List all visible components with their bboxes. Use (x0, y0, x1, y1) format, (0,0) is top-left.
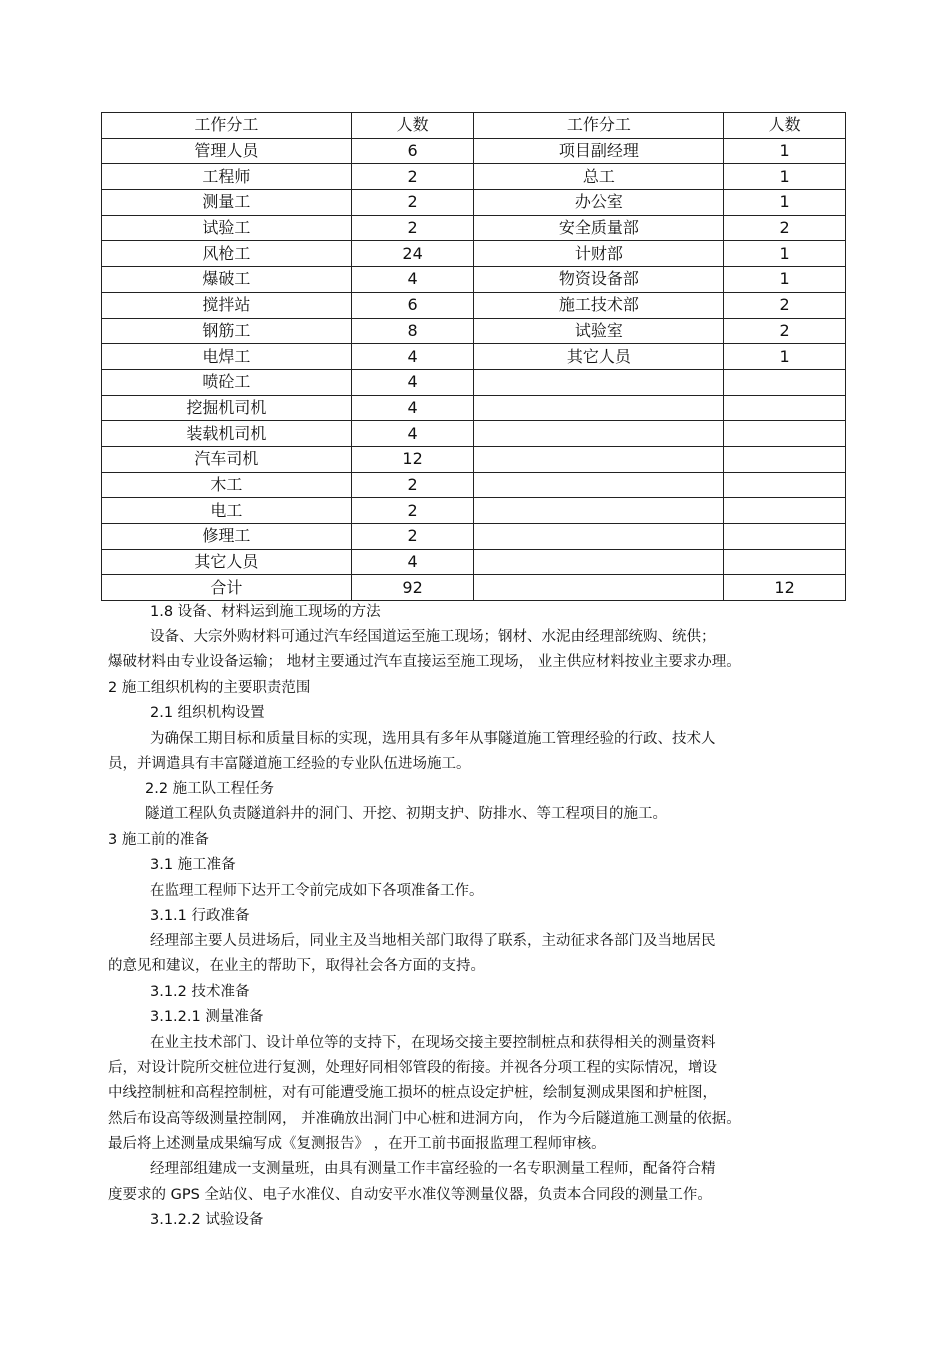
paragraph-line: 隧道工程队负责隧道斜井的洞门、开挖、初期支护、防排水、等工程项目的施工。 (145, 806, 667, 822)
table-cell: 2 (351, 472, 474, 498)
table-cell (474, 524, 724, 550)
table-cell (474, 395, 724, 421)
table-cell: 4 (351, 421, 474, 447)
table-cell: 2 (351, 524, 474, 550)
table-row (102, 395, 846, 421)
table-cell: 电焊工 (102, 344, 352, 370)
table-cell (724, 549, 846, 575)
paragraph-line: 后，对设计院所交桩位进行复测，处理好同相邻管段的衔接。并视各分项工程的实际情况，增设 (108, 1060, 717, 1076)
section-heading: 3.1.2 技术准备 (150, 984, 250, 1000)
table-cell: 1 (724, 241, 846, 267)
table-cell: 12 (724, 575, 846, 601)
table-cell (724, 472, 846, 498)
table-cell: 其它人员 (474, 344, 724, 370)
table-cell: 试验工 (102, 215, 352, 241)
table-cell (724, 498, 846, 524)
paragraph-line: 的意见和建议，在业主的帮助下，取得社会各方面的支持。 (108, 958, 485, 974)
table-cell: 2 (351, 215, 474, 241)
paragraph-line: 然后布设高等级测量控制网， 并准确放出洞门中心桩和进洞方向， 作为今后隧道施工测量的依据。 (108, 1111, 741, 1127)
table-cell: 2 (724, 292, 846, 318)
table-row (102, 421, 846, 447)
table-cell: 4 (351, 369, 474, 395)
table-row (102, 267, 846, 293)
table-cell: 风枪工 (102, 241, 352, 267)
table-cell: 修理工 (102, 524, 352, 550)
paragraph-line: 爆破材料由专业设备运输； 地材主要通过汽车直接运至施工现场， 业主供应材料按业主要求办理。 (108, 654, 741, 670)
section-heading: 3.1.2.1 测量准备 (150, 1009, 264, 1025)
table-cell (724, 446, 846, 472)
paragraph-line: 经理部主要人员进场后，同业主及当地相关部门取得了联系，主动征求各部门及当地居民 (150, 933, 716, 949)
table-row (102, 575, 846, 601)
staffing-table (101, 112, 846, 601)
table-row (102, 344, 846, 370)
table-cell: 2 (351, 164, 474, 190)
section-heading: 3 施工前的准备 (108, 832, 209, 848)
table-row (102, 498, 846, 524)
paragraph-line: 度要求的 GPS 全站仪、电子水准仪、自动安平水准仪等测量仪器，负责本合同段的测量工作。 (108, 1187, 712, 1203)
table-row (102, 446, 846, 472)
table-cell: 6 (351, 292, 474, 318)
paragraph-line: 中线控制桩和高程控制桩，对有可能遭受施工损坏的桩点设定护桩，绘制复测成果图和护桩图， (108, 1085, 717, 1101)
table-cell: 4 (351, 344, 474, 370)
table-cell: 4 (351, 549, 474, 575)
table-cell: 管理人员 (102, 138, 352, 164)
table-cell (474, 369, 724, 395)
table-cell (474, 472, 724, 498)
table-cell (474, 498, 724, 524)
table-cell: 1 (724, 344, 846, 370)
table-cell: 工程师 (102, 164, 352, 190)
table-cell: 4 (351, 395, 474, 421)
table-cell: 木工 (102, 472, 352, 498)
paragraph-line: 最后将上述测量成果编写成《复测报告》 ，在开工前书面报监理工程师审核。 (108, 1136, 606, 1152)
table-cell: 2 (351, 498, 474, 524)
paragraph-line: 在业主技术部门、设计单位等的支持下，在现场交接主要控制桩点和获得相关的测量资料 (150, 1035, 716, 1051)
staffing-table-body (102, 113, 846, 601)
table-row (102, 190, 846, 216)
table-cell (474, 421, 724, 447)
table-cell: 2 (724, 318, 846, 344)
table-cell: 1 (724, 164, 846, 190)
table-cell: 6 (351, 138, 474, 164)
header-cell: 人数 (724, 113, 846, 139)
paragraph-line: 经理部组建成一支测量班，由具有测量工作丰富经验的一名专职测量工程师，配备符合精 (150, 1161, 716, 1177)
table-cell (474, 575, 724, 601)
table-cell: 挖掘机司机 (102, 395, 352, 421)
table-cell: 电工 (102, 498, 352, 524)
table-row (102, 215, 846, 241)
table-cell: 项目副经理 (474, 138, 724, 164)
paragraph-line: 员，并调遣具有丰富隧道施工经验的专业队伍进场施工。 (108, 756, 471, 772)
table-cell (724, 524, 846, 550)
table-cell: 2 (724, 215, 846, 241)
table-cell: 爆破工 (102, 267, 352, 293)
table-row (102, 164, 846, 190)
table-cell (724, 421, 846, 447)
table-cell (474, 549, 724, 575)
table-cell: 24 (351, 241, 474, 267)
table-cell: 物资设备部 (474, 267, 724, 293)
table-cell: 其它人员 (102, 549, 352, 575)
table-cell: 搅拌站 (102, 292, 352, 318)
table-cell: 装载机司机 (102, 421, 352, 447)
section-heading: 3.1.2.2 试验设备 (150, 1212, 264, 1228)
table-row (102, 549, 846, 575)
table-cell (724, 395, 846, 421)
table-cell: 办公室 (474, 190, 724, 216)
table-cell: 合计 (102, 575, 352, 601)
table-row (102, 524, 846, 550)
paragraph-line: 在监理工程师下达开工令前完成如下各项准备工作。 (150, 883, 484, 899)
table-cell: 8 (351, 318, 474, 344)
header-cell: 工作分工 (102, 113, 352, 139)
table-cell: 安全质量部 (474, 215, 724, 241)
table-cell: 施工技术部 (474, 292, 724, 318)
table-cell: 1 (724, 138, 846, 164)
table-row (102, 369, 846, 395)
table-row (102, 318, 846, 344)
table-cell (474, 446, 724, 472)
table-cell: 测量工 (102, 190, 352, 216)
paragraph-line: 设备、大宗外购材料可通过汽车经国道运至施工现场；钢材、水泥由经理部统购、统供； (150, 629, 716, 645)
table-cell: 计财部 (474, 241, 724, 267)
section-heading: 2 施工组织机构的主要职责范围 (108, 680, 311, 696)
table-row (102, 241, 846, 267)
section-heading: 3.1.1 行政准备 (150, 908, 250, 924)
table-cell: 2 (351, 190, 474, 216)
header-cell: 人数 (351, 113, 474, 139)
table-cell: 92 (351, 575, 474, 601)
table-cell (724, 369, 846, 395)
table-header-row (102, 113, 846, 139)
table-cell: 试验室 (474, 318, 724, 344)
table-cell: 汽车司机 (102, 446, 352, 472)
table-row (102, 472, 846, 498)
table-row (102, 292, 846, 318)
paragraph-line: 为确保工期目标和质量目标的实现，选用具有多年从事隧道施工管理经验的行政、技术人 (150, 731, 716, 747)
table-cell: 1 (724, 267, 846, 293)
section-heading: 2.1 组织机构设置 (150, 705, 265, 721)
table-cell: 总工 (474, 164, 724, 190)
section-heading: 3.1 施工准备 (150, 857, 236, 873)
section-heading: 1.8 设备、材料运到施工现场的方法 (150, 604, 381, 620)
table-cell: 1 (724, 190, 846, 216)
section-heading: 2.2 施工队工程任务 (145, 781, 275, 797)
table-cell: 钢筋工 (102, 318, 352, 344)
header-cell: 工作分工 (474, 113, 724, 139)
table-cell: 4 (351, 267, 474, 293)
table-cell: 12 (351, 446, 474, 472)
table-row (102, 138, 846, 164)
table-cell: 喷砼工 (102, 369, 352, 395)
